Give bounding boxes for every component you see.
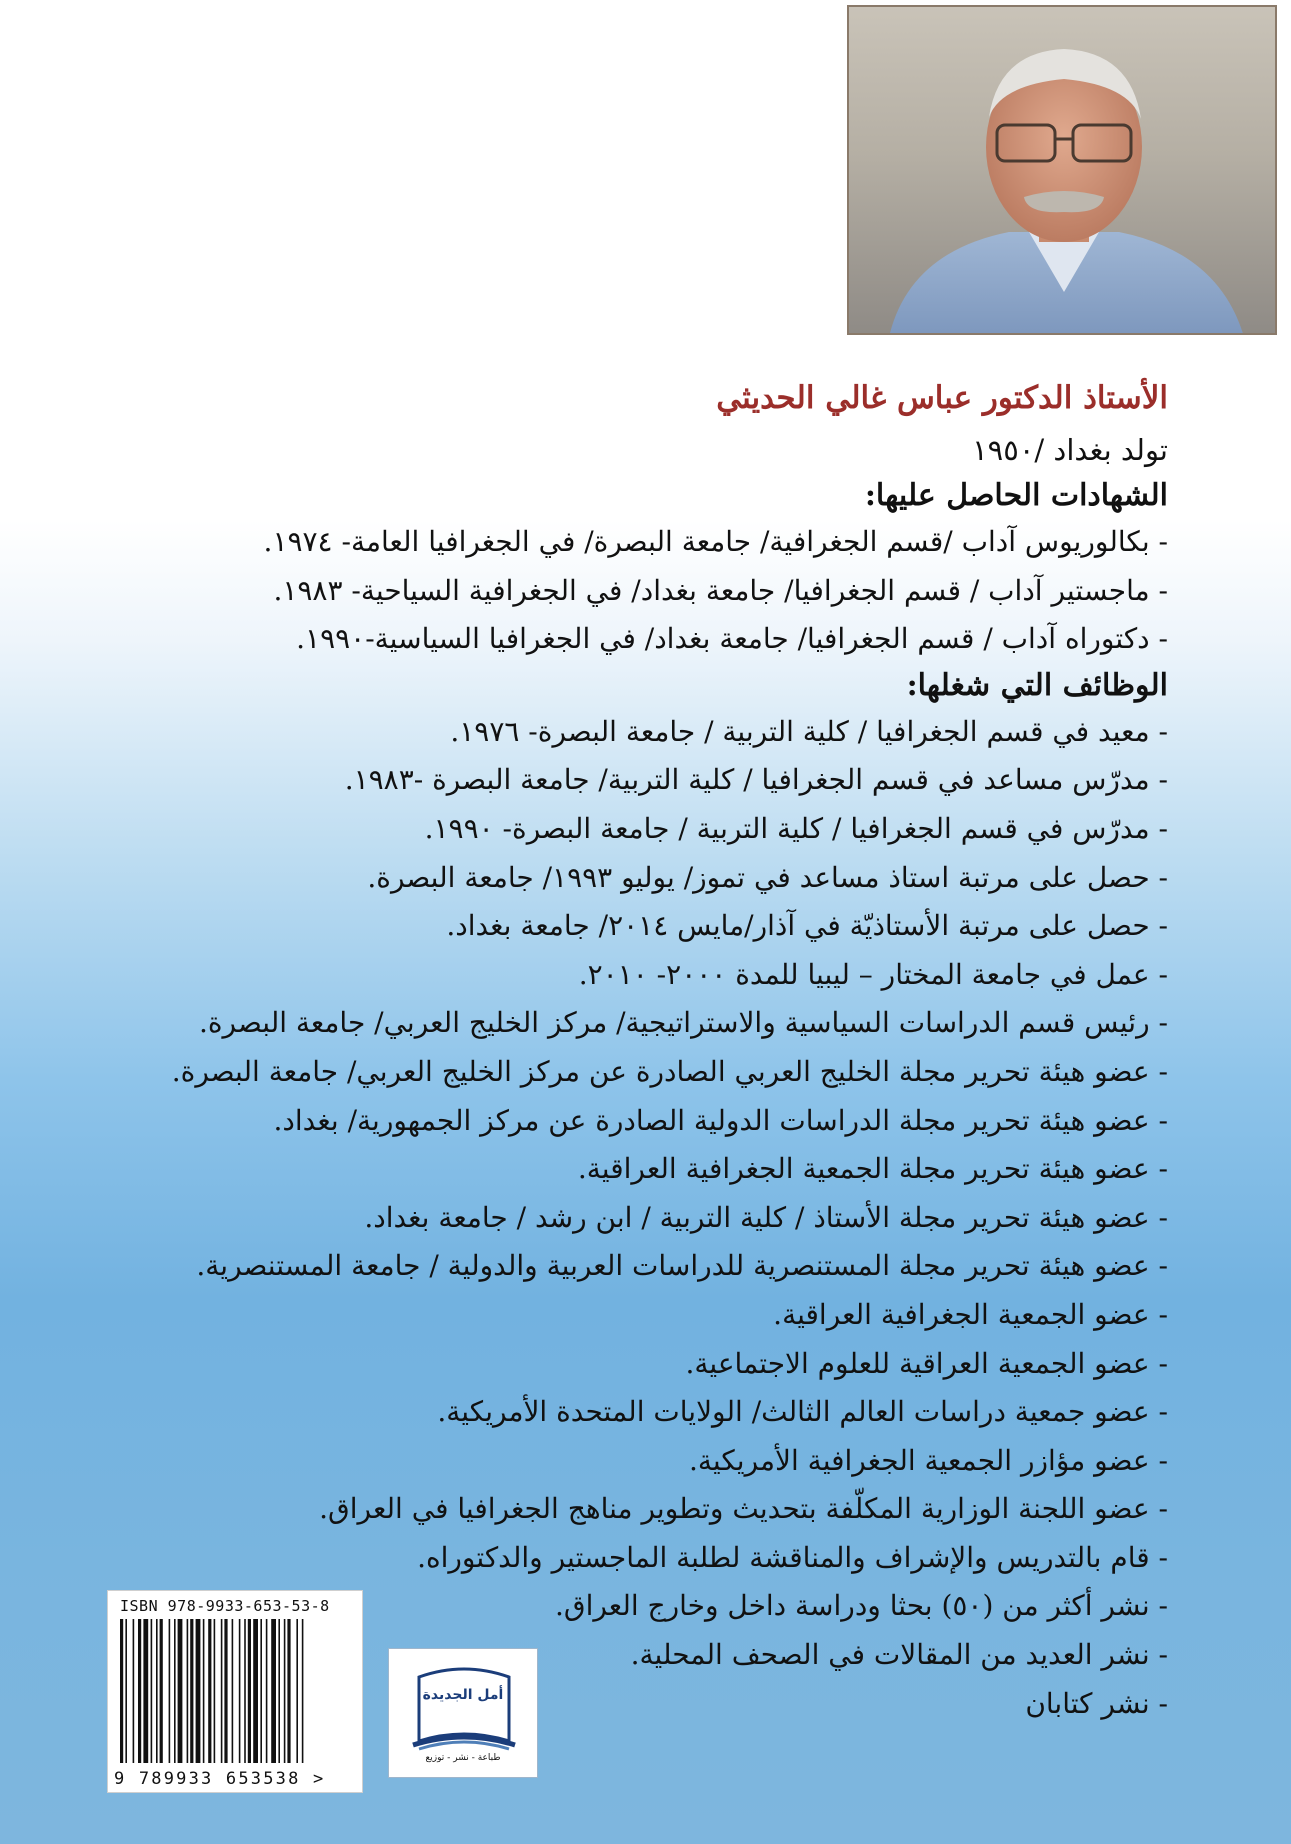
- position-item: - عضو هيئة تحرير مجلة المستنصرية للدراسات العربية والدولية / جامعة المستنصرية.: [196, 1249, 1168, 1283]
- positions-heading: الوظائف التي شغلها:: [906, 667, 1168, 703]
- birth-info: تولد بغداد /١٩٥٠: [972, 433, 1168, 467]
- position-item: - عضو اللجنة الوزارية المكلّفة بتحديث وتطوير مناهج الجغرافيا في العراق.: [319, 1492, 1168, 1526]
- position-item: - مدرّس في قسم الجغرافيا / كلية التربية / جامعة البصرة- ١٩٩٠.: [424, 811, 1168, 845]
- position-item: - عضو جمعية دراسات العالم الثالث/ الولايات المتحدة الأمريكية.: [437, 1395, 1168, 1429]
- positions-list: [168, 708, 1168, 1728]
- position-item: - نشر أكثر من (٥٠) بحثا ودراسة داخل وخارج العراق.: [554, 1589, 1168, 1623]
- position-item: - قام بالتدريس والإشراف والمناقشة لطلبة الماجستير والدكتوراه.: [417, 1540, 1168, 1574]
- author-bio: [168, 378, 1168, 1728]
- author-photo: [847, 5, 1277, 335]
- author-portrait-illustration: [849, 7, 1277, 335]
- degrees-heading: الشهادات الحاصل عليها:: [864, 478, 1168, 513]
- position-item: - رئيس قسم الدراسات السياسية والاستراتيجية/ مركز الخليج العربي/ جامعة البصرة.: [198, 1006, 1168, 1040]
- author-name: الأستاذ الدكتور عباس غالي الحديثي: [716, 380, 1168, 416]
- position-item: - عضو مؤازر الجمعية الجغرافية الأمريكية.: [688, 1443, 1168, 1477]
- degree-item: - ماجستير آداب / قسم الجغرافيا/ جامعة بغداد/ في الجغرافية السياحية- ١٩٨٣.: [273, 573, 1168, 607]
- isbn-label: ISBN 978-9933-653-53-8: [120, 1597, 330, 1615]
- position-item: - عضو الجمعية العراقية للعلوم الاجتماعية.: [685, 1346, 1168, 1380]
- position-item: - نشر العديد من المقالات في الصحف المحلية.: [630, 1638, 1168, 1672]
- position-item: - عضو هيئة تحرير مجلة الدراسات الدولية الصادرة عن مركز الجمهورية/ بغداد.: [273, 1103, 1168, 1137]
- publisher-name: أمل الجديدة: [422, 1687, 504, 1703]
- position-item: - مدرّس مساعد في قسم الجغرافيا / كلية التربية/ جامعة البصرة -١٩٨٣.: [344, 763, 1168, 797]
- position-item: - عضو هيئة تحرير مجلة الخليج العربي الصادرة عن مركز الخليج العربي/ جامعة البصرة.: [171, 1054, 1168, 1088]
- isbn-barcode: [107, 1590, 363, 1793]
- position-item: - حصل على مرتبة الأستاذيّة في آذار/مايس ٢٠١٤/ جامعة بغداد.: [446, 909, 1168, 943]
- position-item: - نشر كتابان: [1025, 1686, 1168, 1720]
- barcode-bars: [118, 1619, 354, 1763]
- position-item: - معيد في قسم الجغرافيا / كلية التربية / جامعة البصرة- ١٩٧٦.: [450, 714, 1168, 748]
- position-item: - عمل في جامعة المختار – ليبيا للمدة ٢٠٠٠- ٢٠١٠.: [578, 957, 1168, 991]
- degree-item: - دكتوراه آداب / قسم الجغرافيا/ جامعة بغداد/ في الجغرافيا السياسية-١٩٩٠.: [296, 622, 1168, 656]
- position-item: - عضو هيئة تحرير مجلة الجمعية الجغرافية العراقية.: [577, 1152, 1168, 1186]
- publisher-tagline: طباعة - نشر - توزيع: [425, 1753, 501, 1763]
- ean-digits: 9 789933 653538 >: [114, 1769, 326, 1789]
- position-item: - عضو هيئة تحرير مجلة الأستاذ / كلية التربية / ابن رشد / جامعة بغداد.: [364, 1200, 1168, 1234]
- degrees-list: [168, 518, 1168, 664]
- position-item: - عضو الجمعية الجغرافية العراقية.: [773, 1297, 1168, 1331]
- publisher-logo: [388, 1648, 538, 1778]
- degree-item: - بكالوريوس آداب /قسم الجغرافية/ جامعة البصرة/ في الجغرافيا العامة- ١٩٧٤.: [263, 525, 1168, 558]
- position-item: - حصل على مرتبة استاذ مساعد في تموز/ يوليو ١٩٩٣/ جامعة البصرة.: [367, 860, 1168, 894]
